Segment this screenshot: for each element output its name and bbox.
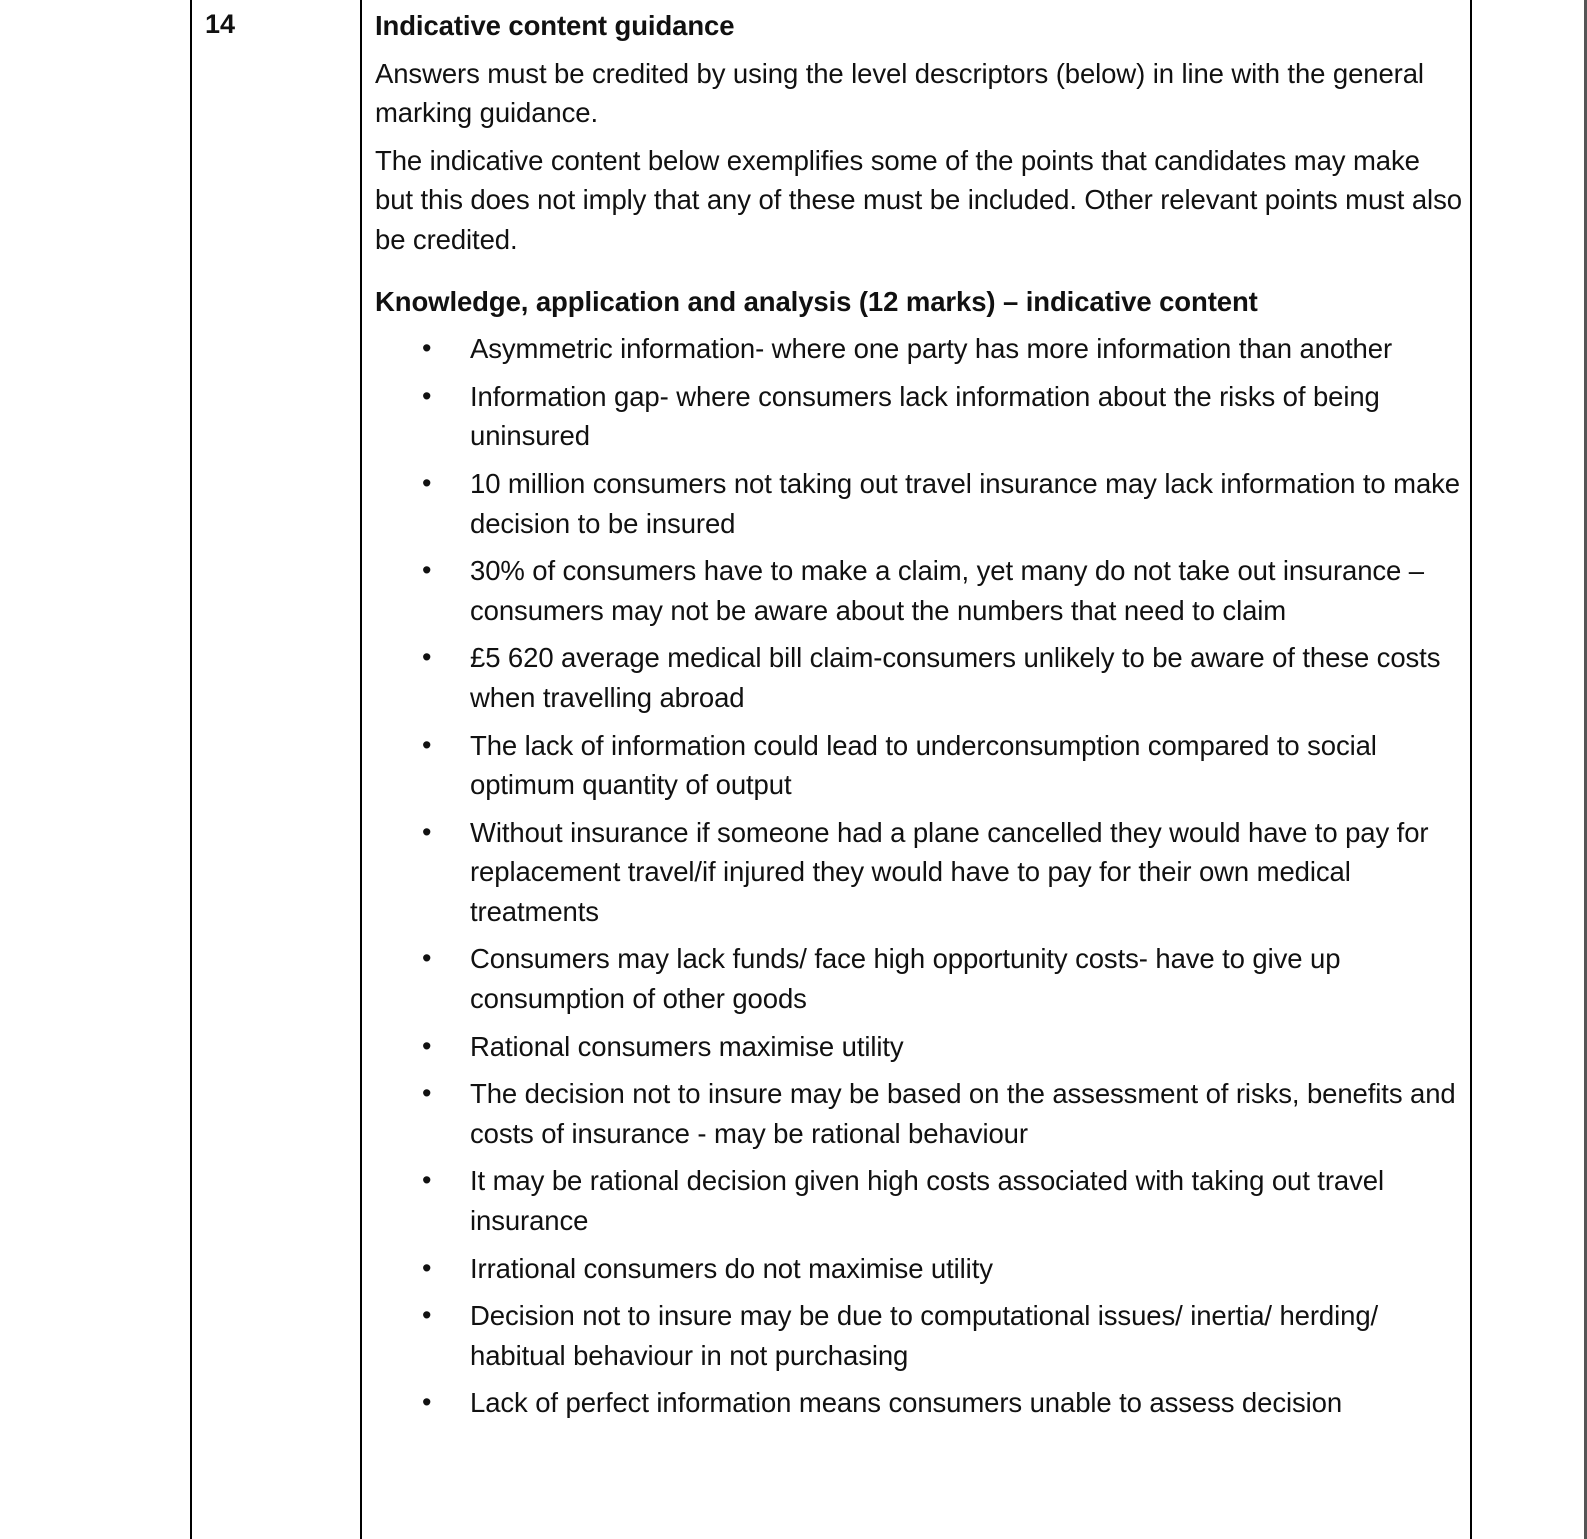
bullet-icon: • <box>422 555 432 586</box>
list-item <box>375 1161 1465 1240</box>
bullet-icon: • <box>422 642 432 673</box>
list-item <box>375 464 1465 543</box>
list-item <box>375 638 1465 717</box>
list-item-text: The decision not to insure may be based on the assessment of risks, benefits and costs of insurance - may be rational behaviour <box>470 1078 1456 1149</box>
list-item <box>375 1027 1465 1067</box>
table-border-left <box>190 0 192 1539</box>
list-item-text: Lack of perfect information means consumers unable to assess decision <box>470 1387 1343 1419</box>
list-item-text: It may be rational decision given high costs associated with taking out travel insurance <box>470 1165 1384 1237</box>
list-item-text: Asymmetric information- where one party has more information than another <box>470 333 1393 365</box>
list-item-text: The lack of information could lead to underconsumption compared to social optimum quantity of output <box>470 729 1377 801</box>
bullet-icon: • <box>422 816 432 847</box>
list-item <box>375 813 1465 932</box>
list-item <box>375 377 1465 456</box>
list-item-text: 30% of consumers have to make a claim, yet many do not take out insurance – consumers may not be aware about the numbers that need to claim <box>470 555 1424 626</box>
bullet-icon: • <box>422 1030 432 1061</box>
table-border-col-divider <box>360 0 362 1539</box>
answer-cell <box>375 6 1465 1431</box>
list-item-text: 10 million consumers not taking out travel insurance may lack information to make decision to be insured <box>470 467 1460 539</box>
list-item-text: Without insurance if someone had a plane cancelled they would have to pay for replacement travel/if injured they would have to pay for their own medical treatments <box>470 816 1429 927</box>
list-item-text: Irrational consumers do not maximise utility <box>470 1252 993 1284</box>
bullet-icon: • <box>422 1165 432 1196</box>
bullet-icon: • <box>422 729 432 760</box>
list-item-text: Information gap- where consumers lack information about the risks of being uninsured <box>470 380 1380 452</box>
bullet-icon: • <box>422 380 432 411</box>
list-item <box>375 939 1465 1018</box>
list-item <box>375 1296 1465 1375</box>
bullet-icon: • <box>422 1387 432 1418</box>
guidance-paragraph: The indicative content below exemplifies some of the points that candidates may make but this does not imply that any of these must be included. Other relevant points must also be credited. <box>375 144 1462 255</box>
question-number: 14 <box>205 9 236 39</box>
bullet-icon: • <box>422 1252 432 1283</box>
bullet-icon: • <box>422 1300 432 1331</box>
list-item <box>375 1249 1465 1289</box>
indicative-content-list <box>375 329 1465 1423</box>
list-item-text: £5 620 average medical bill claim-consumers unlikely to be aware of these costs when travelling abroad <box>470 642 1441 713</box>
list-item-text: Decision not to insure may be due to computational issues/ inertia/ herding/ habitual behaviour in not purchasing <box>470 1300 1379 1371</box>
list-item <box>375 551 1465 630</box>
list-item-text: Rational consumers maximise utility <box>470 1030 904 1062</box>
list-item <box>375 1074 1465 1153</box>
section-heading: Indicative content guidance <box>375 10 735 41</box>
bullet-icon: • <box>422 333 432 364</box>
list-item <box>375 726 1465 805</box>
list-item <box>375 1383 1465 1423</box>
list-item-text: Consumers may lack funds/ face high opportunity costs- have to give up consumption of other goods <box>470 943 1341 1015</box>
table-border-col-divider-marks <box>1470 0 1472 1539</box>
bullet-icon: • <box>422 467 432 498</box>
indicative-content-heading: Knowledge, application and analysis (12 marks) – indicative content <box>375 285 1258 317</box>
bullet-icon: • <box>422 1078 432 1109</box>
guidance-paragraph: Answers must be credited by using the level descriptors (below) in line with the general marking guidance. <box>375 57 1424 129</box>
list-item <box>375 329 1465 369</box>
bullet-icon: • <box>422 943 432 974</box>
